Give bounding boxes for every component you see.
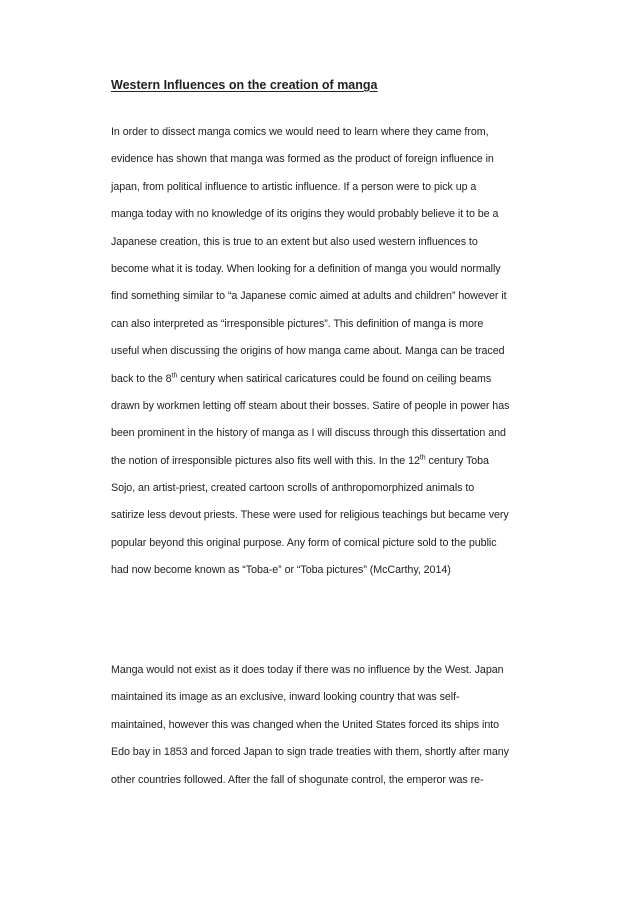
paragraph-line: Edo bay in 1853 and forced Japan to sign trade treaties with them, shortly after many xyxy=(111,746,509,759)
document-title: Western Influences on the creation of manga xyxy=(111,78,378,92)
line-text: back to the 8 xyxy=(111,372,172,385)
paragraph-1 xyxy=(111,124,551,590)
paragraph-line: satirize less devout priests. These were used for religious teachings but became very xyxy=(111,509,509,522)
paragraph-line xyxy=(111,453,551,480)
paragraph-line: maintained its image as an exclusive, inward looking country that was self- xyxy=(111,691,460,704)
paragraph-line: drawn by workmen letting off steam about their bosses. Satire of people in power has xyxy=(111,399,510,412)
paragraph-line: find something similar to “a Japanese comic aimed at adults and children” however it xyxy=(111,290,507,303)
line-text: the notion of irresponsible pictures also fits well with this. In the 12 xyxy=(111,454,420,467)
paragraph-line: become what it is today. When looking for a definition of manga you would normally xyxy=(111,262,501,275)
paragraph-line: popular beyond this original purpose. Any form of comical picture sold to the public xyxy=(111,536,497,549)
paragraph-line: useful when discussing the origins of how manga came about. Manga can be traced xyxy=(111,345,505,358)
paragraph-2 xyxy=(111,662,551,799)
ordinal-suffix: th xyxy=(419,454,426,462)
ordinal-suffix: th xyxy=(171,371,178,379)
paragraph-line: had now become known as “Toba-e” or “Toba pictures” (McCarthy, 2014) xyxy=(111,564,451,577)
paragraph-line: manga today with no knowledge of its origins they would probably believe it to be a xyxy=(111,208,499,221)
paragraph-line: evidence has shown that manga was formed as the product of foreign influence in xyxy=(111,153,494,166)
paragraph-line: japan, from political influence to artistic influence. If a person were to pick up a xyxy=(111,180,477,193)
paragraph-line xyxy=(111,371,551,398)
paragraph-line: Japanese creation, this is true to an extent but also used western influences to xyxy=(111,235,478,248)
paragraph-line: maintained, however this was changed when the United States forced its ships into xyxy=(111,718,500,731)
paragraph-line: been prominent in the history of manga as I will discuss through this dissertation and xyxy=(111,427,506,440)
paragraph-line: In order to dissect manga comics we would need to learn where they came from, xyxy=(111,126,489,138)
paragraph-line: Sojo, an artist-priest, created cartoon scrolls of anthropomorphized animals to xyxy=(111,482,475,495)
line-text: century when satirical caricatures could be found on ceiling beams xyxy=(177,372,492,385)
paragraph-line: can also interpreted as “irresponsible pictures”. This definition of manga is more xyxy=(111,317,484,330)
paragraph-line: other countries followed. After the fall of shogunate control, the emperor was re- xyxy=(111,773,484,786)
paragraph-line: Manga would not exist as it does today if there was no influence by the West. Japan xyxy=(111,664,504,676)
line-text: century Toba xyxy=(425,454,489,467)
